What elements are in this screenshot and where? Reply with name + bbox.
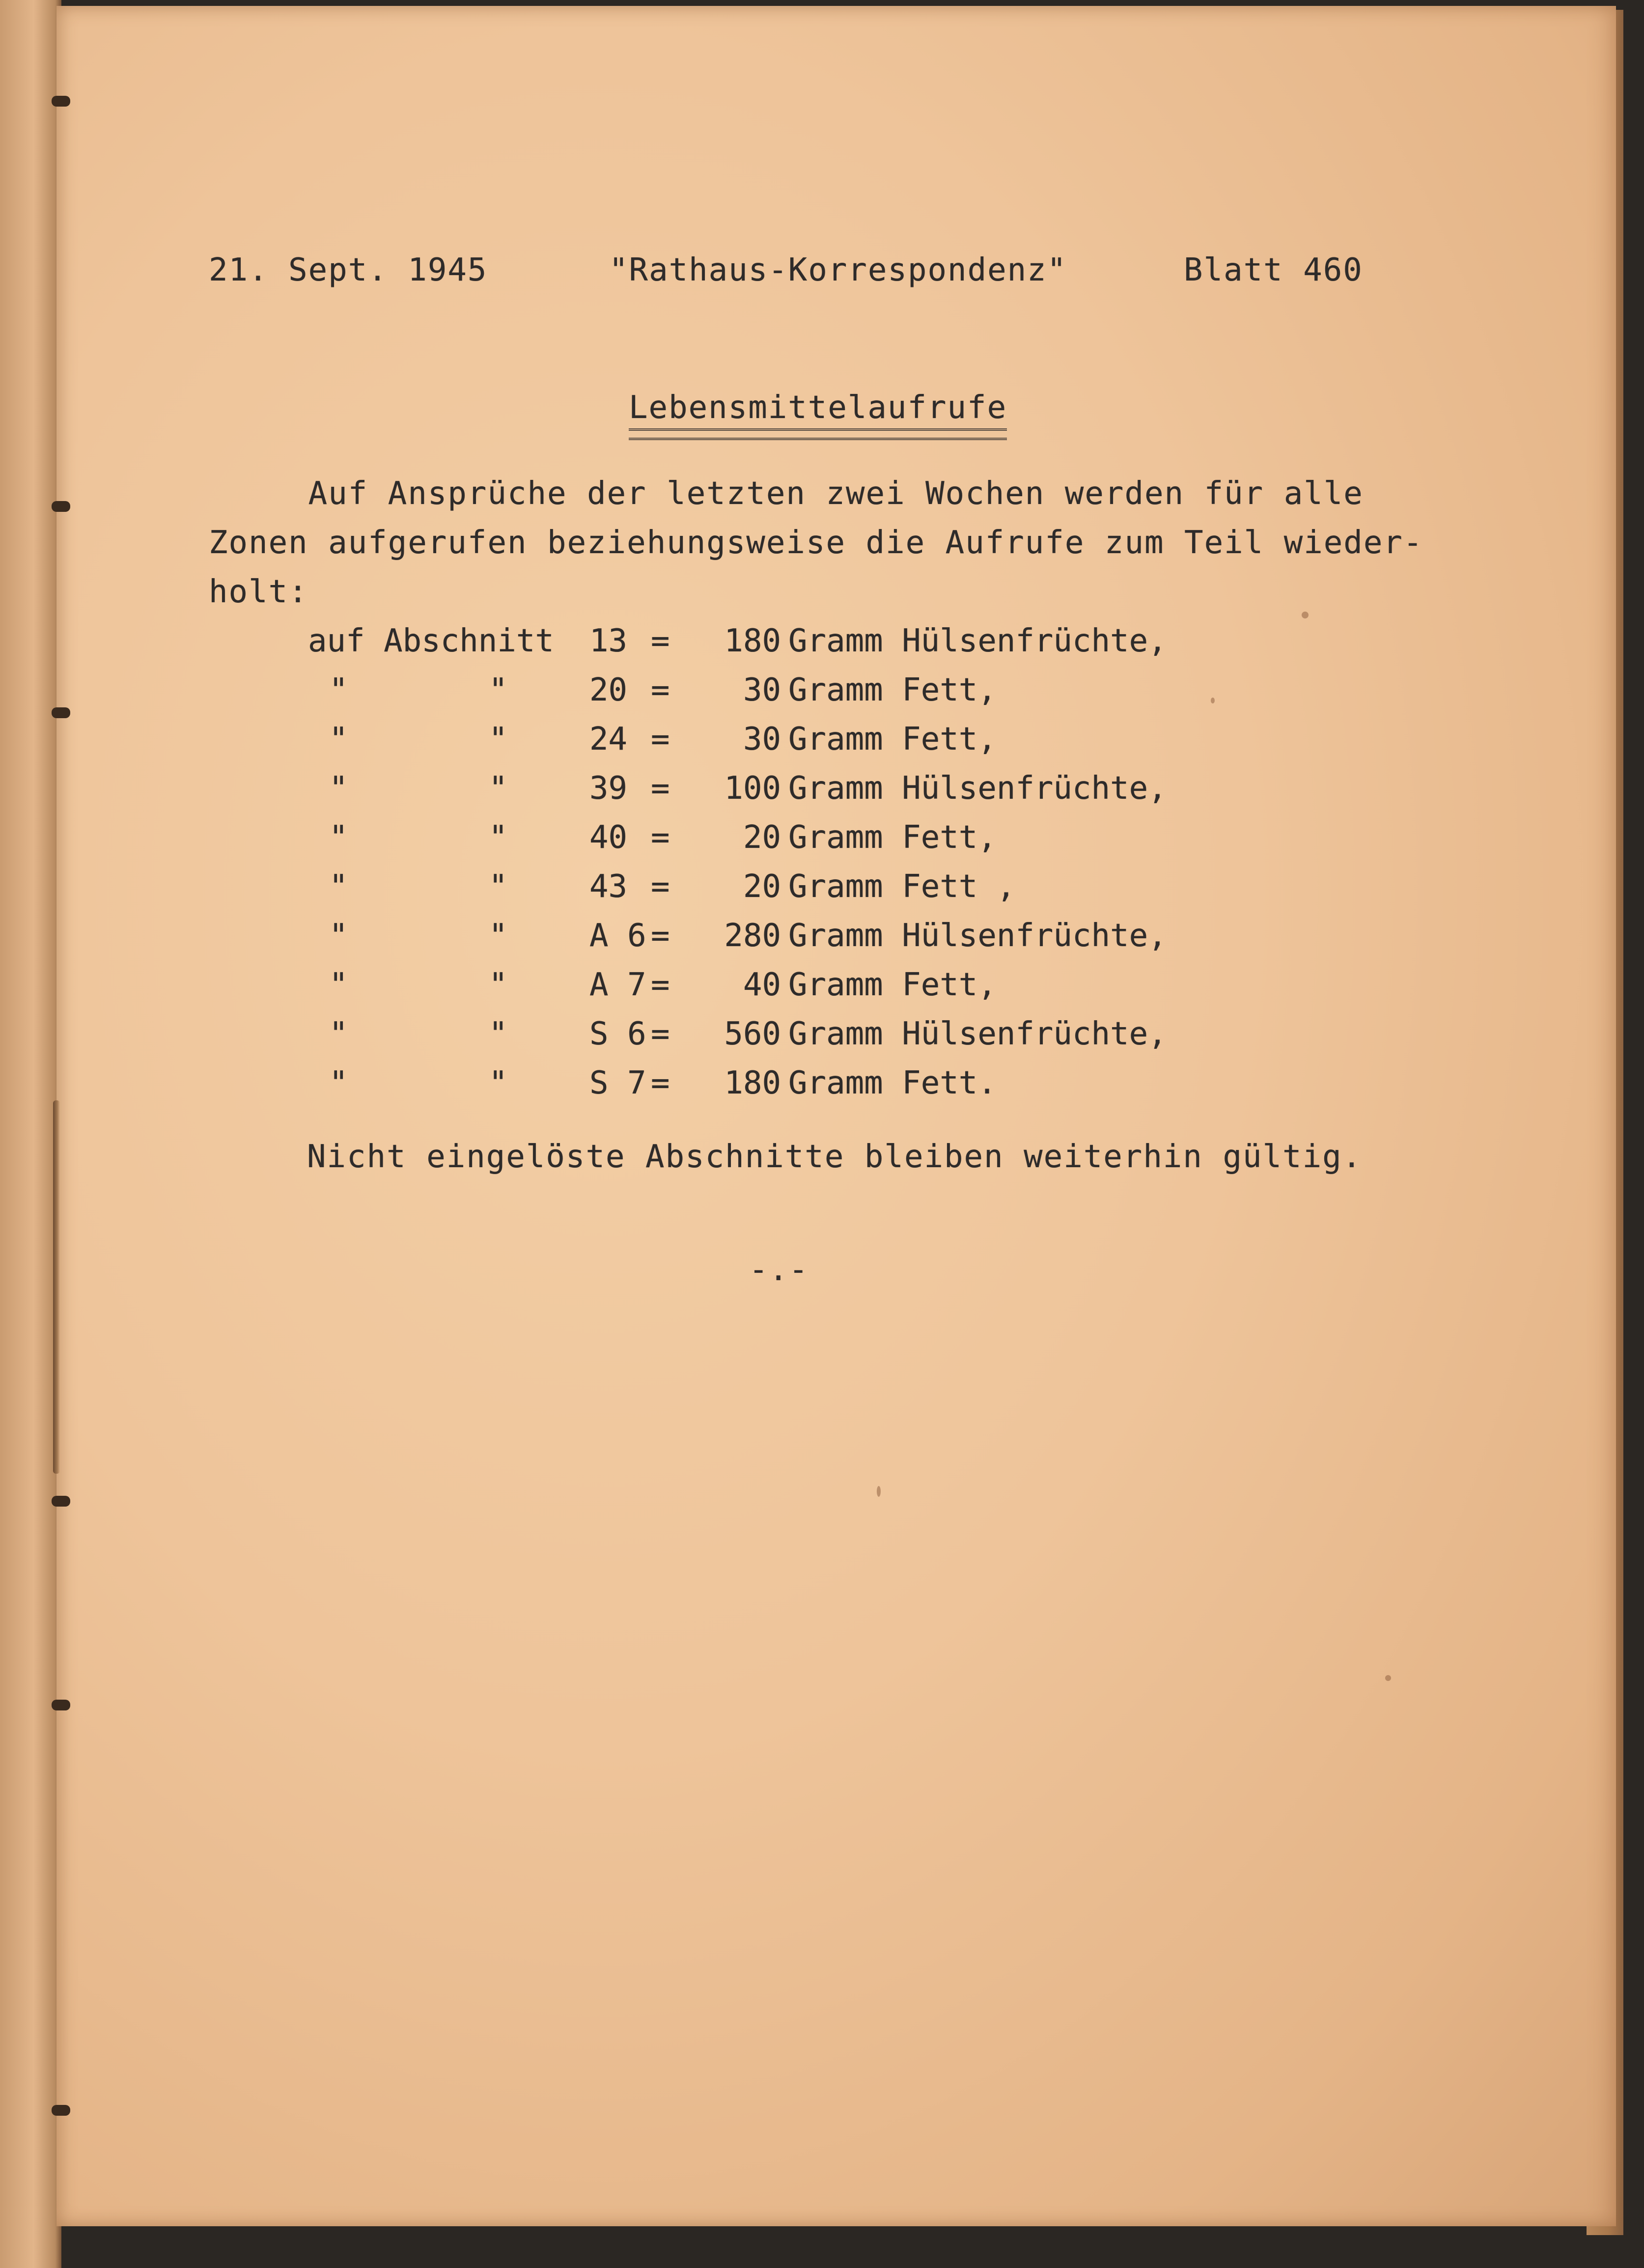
title-double-underline <box>629 428 1007 440</box>
ditto-mark: " <box>329 1016 348 1052</box>
ration-amount: 40 <box>743 967 781 1003</box>
coupon-number: 43 <box>589 868 628 905</box>
equals-sign: = <box>651 918 670 954</box>
binding-thread <box>53 1100 60 1474</box>
coupon-number: 13 <box>589 623 628 659</box>
intro-paragraph <box>209 469 1423 616</box>
ditto-mark: " <box>329 721 348 757</box>
ditto-mark: " <box>489 672 508 708</box>
binding-hole <box>52 1700 70 1710</box>
equals-sign: = <box>651 967 670 1003</box>
ration-amount: 180 <box>724 623 781 659</box>
binding-hole <box>52 96 70 107</box>
ditto-mark: " <box>489 918 508 954</box>
coupon-number: 40 <box>589 819 628 856</box>
ration-amount: 180 <box>724 1065 781 1101</box>
equals-sign: = <box>651 1065 670 1101</box>
ration-row <box>209 960 997 1009</box>
ration-item: Gramm Fett, <box>788 672 997 708</box>
ration-amount: 20 <box>743 819 781 856</box>
equals-sign: = <box>651 819 670 856</box>
coupon-number: S 6 <box>589 1016 646 1052</box>
ditto-mark: " <box>489 1016 508 1052</box>
end-mark: -.- <box>749 1252 809 1288</box>
ration-row <box>209 616 1167 666</box>
intro-line: holt: <box>209 574 308 610</box>
paper-speck <box>1211 698 1215 703</box>
ration-amount: 280 <box>724 918 781 954</box>
ration-item: Gramm Fett, <box>788 819 997 856</box>
ration-item: Gramm Hülsenfrüchte, <box>788 770 1167 807</box>
ration-row <box>209 911 1167 960</box>
coupon-prefix: auf Abschnitt <box>308 623 554 659</box>
ditto-mark: " <box>329 770 348 807</box>
coupon-number: A 6 <box>589 918 646 954</box>
intro-line: Auf Ansprüche der letzten zwei Wochen werden für alle <box>209 476 1364 512</box>
ration-item: Gramm Fett , <box>788 868 1016 905</box>
ditto-mark: " <box>489 1065 508 1101</box>
ration-item: Gramm Fett. <box>788 1065 997 1101</box>
paper-speck <box>1385 1675 1391 1681</box>
ditto-mark: " <box>329 672 348 708</box>
page-binding-margin <box>0 0 61 2268</box>
paper-speck <box>877 1486 881 1497</box>
ration-item: Gramm Hülsenfrüchte, <box>788 918 1167 954</box>
coupon-number: 24 <box>589 721 628 757</box>
ditto-mark: " <box>329 819 348 856</box>
ditto-mark: " <box>329 918 348 954</box>
coupon-number: 20 <box>589 672 628 708</box>
ditto-mark: " <box>489 770 508 807</box>
ration-amount: 560 <box>724 1016 781 1052</box>
binding-hole <box>52 501 70 512</box>
ration-amount: 30 <box>743 672 781 708</box>
binding-hole <box>52 707 70 718</box>
equals-sign: = <box>651 672 670 708</box>
ration-item: Gramm Fett, <box>788 721 997 757</box>
ration-amount: 100 <box>724 770 781 807</box>
ditto-mark: " <box>329 967 348 1003</box>
equals-sign: = <box>651 868 670 905</box>
ration-item: Gramm Hülsenfrüchte, <box>788 623 1167 659</box>
coupon-number: S 7 <box>589 1065 646 1101</box>
ration-item: Gramm Hülsenfrüchte, <box>788 1016 1167 1052</box>
ration-row <box>209 666 997 715</box>
ditto-mark: " <box>329 868 348 905</box>
equals-sign: = <box>651 721 670 757</box>
ditto-mark: " <box>489 819 508 856</box>
ditto-mark: " <box>489 868 508 905</box>
ration-amount: 20 <box>743 868 781 905</box>
intro-line: Zonen aufgerufen beziehungsweise die Aufrufe zum Teil wieder- <box>209 525 1423 561</box>
equals-sign: = <box>651 1016 670 1052</box>
ditto-mark: " <box>489 721 508 757</box>
ration-row <box>209 813 997 862</box>
header-sheet-number: Blatt 460 <box>1184 252 1363 288</box>
ration-row <box>209 1059 997 1108</box>
ration-amount: 30 <box>743 721 781 757</box>
equals-sign: = <box>651 770 670 807</box>
coupon-number: A 7 <box>589 967 646 1003</box>
ditto-mark: " <box>489 967 508 1003</box>
equals-sign: = <box>651 623 670 659</box>
ration-row <box>209 1009 1167 1059</box>
header-publication: "Rathaus-Korrespondenz" <box>609 252 1067 288</box>
coupon-number: 39 <box>589 770 628 807</box>
ration-row <box>209 862 1016 911</box>
binding-hole <box>52 1496 70 1507</box>
page-title: Lebensmittelaufrufe <box>629 390 1007 426</box>
ration-row <box>209 715 997 764</box>
closing-note: Nicht eingelöste Abschnitte bleiben weiterhin gültig. <box>307 1139 1363 1175</box>
ditto-mark: " <box>329 1065 348 1101</box>
ration-item: Gramm Fett, <box>788 967 997 1003</box>
typed-page <box>56 6 1616 2226</box>
header-date: 21. Sept. 1945 <box>209 252 488 288</box>
ration-row <box>209 764 1167 813</box>
binding-hole <box>52 2105 70 2116</box>
